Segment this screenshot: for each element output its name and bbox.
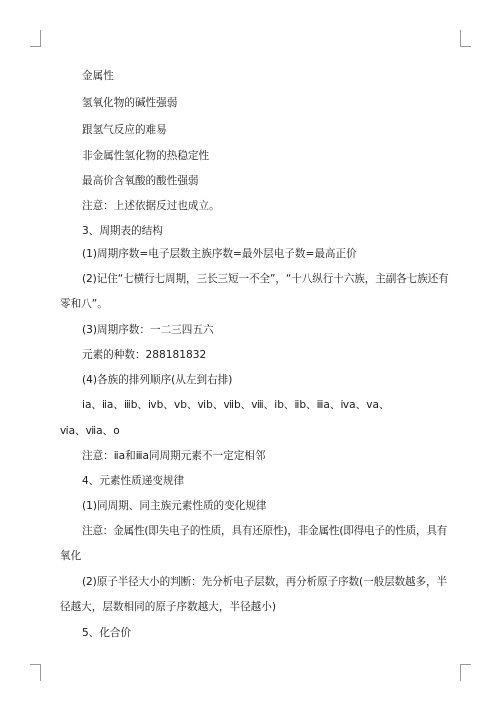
text-line: (2)原子半径大小的判断：先分析电子层数，再分析原子序数(一般层数越多，半	[82, 576, 448, 588]
section-heading: 4、元素性质递变规律	[82, 475, 185, 487]
text-line-continuation: ⅵa、ⅶa、o	[60, 425, 120, 437]
text-line: (3)周期序数：一二三四五六	[82, 324, 214, 336]
text-line: (1)同周期、同主族元素性质的变化规律	[82, 500, 267, 512]
text-line-continuation: 径越大，层数相同的原子序数越大，半径越小)	[60, 601, 277, 613]
crop-mark-bottom-left	[30, 664, 41, 681]
crop-mark-bottom-right	[460, 664, 471, 681]
crop-mark-top-left	[30, 30, 41, 47]
section-heading: 5、化合价	[82, 627, 132, 639]
text-line: 跟氢气反应的难易	[82, 124, 167, 136]
text-line: 金属性	[82, 70, 114, 82]
text-line-continuation: 氧化	[60, 550, 82, 562]
section-heading: 3、周期表的结构	[82, 225, 163, 237]
text-line: (4)各族的排列顺序(从左到右排)	[82, 374, 233, 386]
note-line: 注意：上述依据反过也成立。	[82, 200, 220, 212]
note-line: 注意：ⅱa和ⅲa同周期元素不一定定相邻	[82, 450, 266, 462]
text-line: 元素的种数：288181832	[82, 349, 207, 361]
text-line: (1)周期序数=电子层数主族序数=最外层电子数=最高正价	[82, 248, 357, 260]
note-line: 注意：金属性(即失电子的性质，具有还原性)，非金属性(即得电子的性质，具有	[82, 525, 448, 537]
text-line: 非金属性氢化物的热稳定性	[82, 150, 210, 162]
text-line: 最高价含氧酸的酸性强弱	[82, 175, 199, 187]
crop-mark-top-right	[460, 30, 471, 47]
text-line: 氢氧化物的碱性强弱	[82, 97, 178, 109]
text-line-continuation: 零和八”。	[60, 298, 108, 310]
text-line: (2)记住“七横行七周期，三长三短一不全”，“十八纵行十六族，主副各七族还有	[82, 273, 449, 285]
text-line: ⅰa、ⅱa、ⅲb、ⅳb、ⅴb、ⅵb、ⅶb、ⅷ、ⅰb、ⅱb、ⅲa、ⅳa、ⅴa、	[82, 399, 390, 411]
